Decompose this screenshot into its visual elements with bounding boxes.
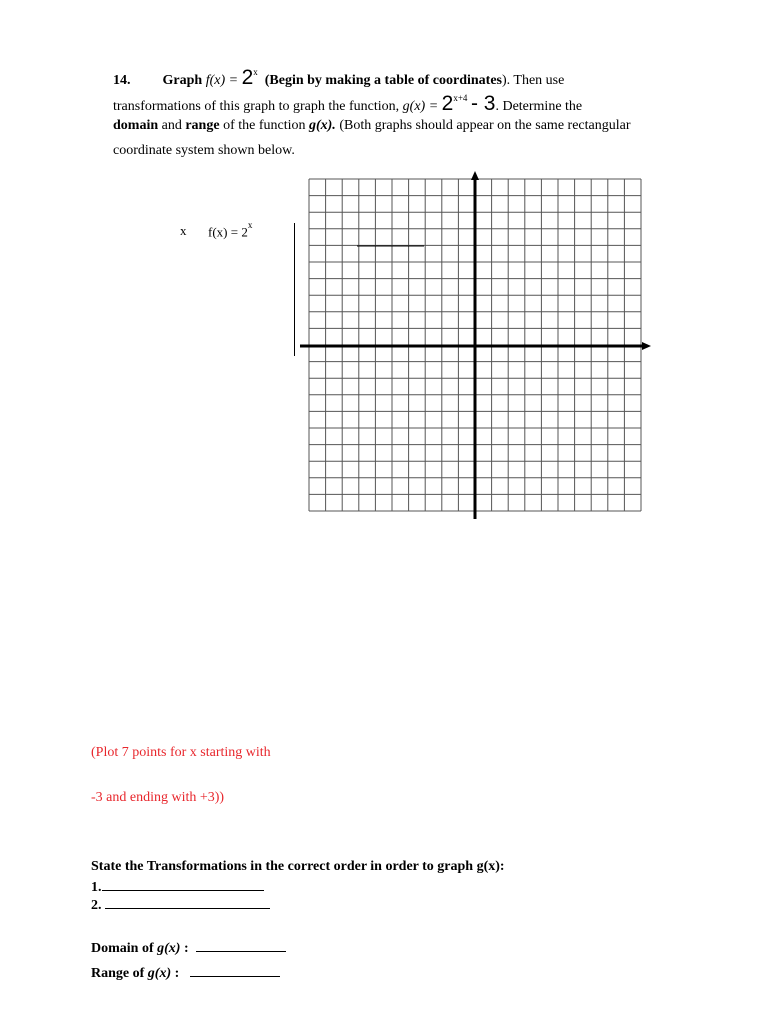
y-axis-arrow [471, 171, 479, 180]
g-minus: - 3 [470, 92, 496, 115]
question-number: 14. [113, 73, 131, 88]
plot-note-line-1: (Plot 7 points for x starting with [91, 745, 271, 760]
line3-end: (Both graphs should appear on the same rectangular [339, 118, 631, 133]
transformation-1-label: 1. [91, 880, 102, 895]
transformation-2-blank[interactable] [105, 895, 270, 909]
coordinate-grid[interactable] [290, 165, 660, 525]
transformation-2 [91, 895, 270, 914]
domain-line [91, 938, 286, 957]
gx-word: g(x). [308, 118, 336, 133]
base-two: 2 [241, 66, 254, 89]
begin-text: (Begin by making a table of coordinates [264, 73, 502, 88]
domain-colon: : [183, 941, 189, 956]
line2-start: transformations of this graph to graph the function, [113, 99, 400, 114]
line2-end: . Determine the [495, 99, 583, 114]
domain-word: domain [113, 118, 159, 133]
domain-gx: g(x) [157, 941, 181, 956]
domain-label: Domain of [91, 941, 154, 956]
then-text: ). Then use [501, 73, 565, 88]
exp-x: x [253, 67, 258, 78]
and-word: and [161, 118, 182, 133]
question-line-2 [113, 92, 582, 116]
range-word: range [185, 118, 220, 133]
range-blank[interactable] [190, 963, 280, 977]
domain-blank[interactable] [196, 938, 286, 952]
g-base: 2 [441, 92, 454, 115]
range-colon: : [174, 966, 180, 981]
range-label: Range of [91, 966, 145, 981]
question-line-1 [113, 66, 564, 90]
f-label: f(x) = [205, 73, 239, 88]
line3-mid: of the function [223, 118, 306, 133]
question-line-4: coordinate system shown below. [113, 143, 295, 158]
transformation-2-label: 2. [91, 898, 102, 913]
x-axis-arrow [642, 342, 651, 350]
transformations-prompt: State the Transformations in the correct order in order to graph g(x): [91, 859, 505, 874]
transformation-1 [91, 877, 264, 896]
table-f-header [208, 220, 253, 240]
plot-note-line-2: -3 and ending with +3)) [91, 790, 225, 805]
table-f-label: f(x) = 2 [208, 224, 248, 240]
range-line [91, 963, 280, 982]
table-x-header: x [180, 223, 187, 238]
g-exp: x+4 [453, 93, 468, 104]
g-label: g(x) = [402, 99, 439, 114]
transformation-1-blank[interactable] [102, 877, 264, 891]
table-f-exp: x [247, 220, 253, 230]
graph-label: Graph [162, 73, 203, 88]
range-gx: g(x) [147, 966, 172, 981]
question-line-3 [113, 118, 631, 134]
